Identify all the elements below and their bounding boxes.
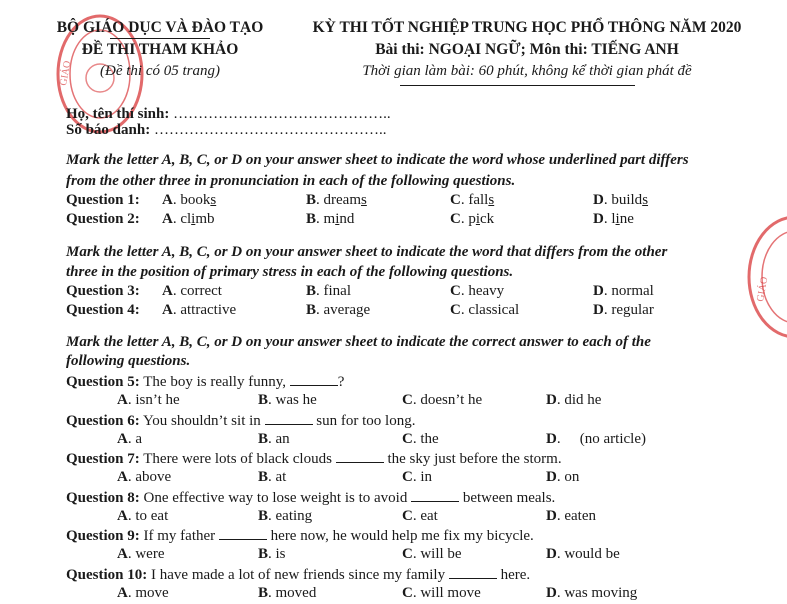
answer-option-c[interactable] bbox=[450, 283, 504, 300]
answer-option-a[interactable] bbox=[117, 431, 142, 448]
answer-blank bbox=[411, 489, 459, 502]
options-row bbox=[0, 546, 787, 565]
option-text: . eating bbox=[268, 507, 313, 524]
question-label: Question 4: bbox=[66, 302, 140, 318]
option-text: . final bbox=[316, 283, 352, 299]
option-text: . is bbox=[268, 546, 286, 563]
option-letter: A bbox=[117, 430, 128, 447]
option-text: . classical bbox=[460, 302, 520, 318]
svg-text:GIÁO: GIÁO bbox=[58, 59, 74, 87]
option-underlined-part: i bbox=[475, 211, 481, 227]
options-row bbox=[0, 508, 787, 527]
option-text: . build bbox=[603, 192, 643, 208]
answer-option-b[interactable] bbox=[258, 469, 286, 486]
option-text: . moved bbox=[268, 585, 317, 601]
option-letter: A bbox=[162, 283, 173, 299]
candidate-id-dots: ……………………………………….. bbox=[153, 122, 387, 138]
question-stem bbox=[0, 373, 787, 392]
answer-option-b[interactable] bbox=[258, 585, 316, 602]
answer-option-a[interactable] bbox=[117, 469, 171, 486]
answer-option-a[interactable] bbox=[162, 283, 222, 300]
option-letter: D bbox=[593, 211, 604, 227]
option-text: . will move bbox=[412, 585, 481, 601]
option-text: . at bbox=[268, 469, 287, 486]
options-row bbox=[0, 469, 787, 488]
question-text-before: One effective way to lose weight is to avoid bbox=[139, 489, 412, 506]
option-text: . cl bbox=[172, 211, 192, 227]
section2-instruction-cont: three in the position of primary stress in each of the following questions. bbox=[66, 264, 514, 280]
answer-option-c[interactable] bbox=[402, 431, 439, 448]
answer-option-a[interactable] bbox=[117, 585, 169, 602]
answer-blank bbox=[290, 373, 338, 386]
option-letter: B bbox=[258, 507, 269, 524]
answer-blank bbox=[449, 566, 497, 579]
question-text bbox=[66, 450, 562, 468]
option-text: . doesn’t he bbox=[412, 392, 483, 408]
option-text-rest: nd bbox=[339, 211, 355, 227]
option-letter: A bbox=[162, 302, 173, 318]
answer-option-d[interactable] bbox=[593, 192, 648, 209]
option-underlined-part: i bbox=[335, 211, 340, 227]
page-count: (Đề thi có 05 trang) bbox=[100, 63, 220, 79]
answer-option-d[interactable] bbox=[546, 585, 637, 602]
question-label: Question 5: bbox=[66, 374, 140, 390]
option-letter: C bbox=[402, 507, 413, 524]
option-text: . would be bbox=[556, 546, 620, 563]
answer-option-b[interactable] bbox=[258, 546, 286, 563]
question-text-after: between meals. bbox=[459, 489, 556, 506]
option-underlined-part: i bbox=[615, 211, 620, 227]
question-text-after: the sky just before the storm. bbox=[383, 451, 562, 468]
option-text: . isn’t he bbox=[127, 392, 180, 408]
question-text-before: There were lots of black clouds bbox=[139, 451, 336, 468]
answer-option-a[interactable] bbox=[117, 392, 180, 409]
option-underlined-part: s bbox=[642, 192, 649, 208]
question-stem bbox=[0, 450, 787, 469]
option-text: . will be bbox=[412, 546, 462, 563]
section1-instruction: Mark the letter A, B, C, or D on your answer sheet to indicate the word whose underlined part differs bbox=[66, 152, 689, 168]
answer-option-a[interactable] bbox=[117, 508, 168, 525]
exam-time: Thời gian làm bài: 60 phút, không kể thời gian phát đề bbox=[362, 63, 692, 79]
answer-option-c[interactable] bbox=[402, 469, 432, 486]
question-text-after: here. bbox=[496, 567, 531, 583]
option-letter: B bbox=[306, 302, 317, 318]
option-letter: A bbox=[117, 392, 128, 408]
option-text: . average bbox=[316, 302, 371, 318]
option-text: . normal bbox=[603, 283, 654, 299]
option-letter: D bbox=[593, 283, 604, 299]
option-letter: B bbox=[258, 392, 269, 408]
option-text: . the bbox=[412, 430, 439, 447]
answer-option-a[interactable] bbox=[162, 192, 216, 209]
answer-option-c[interactable] bbox=[402, 546, 462, 563]
time-underline bbox=[400, 85, 635, 86]
option-letter: C bbox=[402, 585, 413, 601]
answer-option-a[interactable] bbox=[117, 546, 165, 563]
option-letter: D bbox=[546, 585, 557, 601]
answer-blank bbox=[265, 412, 313, 425]
question-text-before: The boy is really funny, bbox=[139, 374, 290, 390]
answer-option-d[interactable] bbox=[593, 283, 654, 300]
option-letter: B bbox=[258, 546, 269, 563]
answer-option-c[interactable] bbox=[450, 192, 494, 209]
option-letter: C bbox=[402, 469, 413, 486]
question-text-before: If my father bbox=[139, 528, 219, 545]
option-text: . on bbox=[556, 469, 580, 486]
section3-instruction-cont: following questions. bbox=[66, 353, 191, 369]
option-letter: A bbox=[117, 585, 128, 601]
answer-option-b[interactable] bbox=[306, 211, 354, 228]
option-text: . eat bbox=[412, 507, 438, 524]
answer-blank bbox=[336, 450, 384, 463]
header-divider bbox=[110, 38, 210, 39]
option-text: . correct bbox=[172, 283, 222, 299]
answer-option-b[interactable] bbox=[306, 302, 370, 319]
answer-option-c[interactable] bbox=[402, 585, 481, 602]
candidate-id-field bbox=[66, 122, 386, 139]
option-text: . book bbox=[172, 192, 211, 208]
option-text: . was moving bbox=[556, 585, 638, 601]
question-stem bbox=[0, 489, 787, 508]
option-letter: A bbox=[117, 469, 128, 486]
answer-option-b[interactable] bbox=[258, 392, 317, 409]
option-letter: D bbox=[546, 430, 557, 447]
question-label: Question 8: bbox=[66, 489, 140, 506]
answer-option-d[interactable] bbox=[546, 508, 596, 525]
answer-option-c[interactable] bbox=[450, 211, 494, 228]
option-text: . ⃠ (no article) bbox=[556, 430, 646, 447]
option-letter: D bbox=[546, 392, 557, 408]
question-row bbox=[0, 211, 787, 230]
question-label: Question 10: bbox=[66, 567, 148, 583]
answer-option-d[interactable] bbox=[593, 302, 654, 319]
option-letter: B bbox=[258, 430, 269, 447]
option-text: . p bbox=[460, 211, 476, 227]
option-text: . attractive bbox=[172, 302, 237, 318]
question-text-after: here now, he would help me fix my bicycle. bbox=[266, 528, 534, 545]
answer-blank bbox=[219, 527, 267, 540]
options-row bbox=[0, 585, 787, 604]
question-text bbox=[66, 373, 344, 391]
option-text: . above bbox=[127, 469, 172, 486]
answer-option-c[interactable] bbox=[402, 392, 482, 409]
question-row bbox=[0, 192, 787, 211]
question-label: Question 6: bbox=[66, 412, 140, 429]
option-letter: C bbox=[402, 546, 413, 563]
question-text-after: ? bbox=[337, 374, 345, 390]
option-text: . in bbox=[412, 469, 433, 486]
option-letter: D bbox=[546, 507, 557, 524]
option-text: . dream bbox=[316, 192, 361, 208]
option-text: . eaten bbox=[556, 507, 596, 524]
section1-instruction-cont: from the other three in pronunciation in each of the following questions. bbox=[66, 173, 516, 189]
option-underlined-part: s bbox=[361, 192, 367, 208]
option-letter: B bbox=[306, 192, 317, 208]
question-stem bbox=[0, 412, 787, 431]
exam-type: ĐỀ THI THAM KHẢO bbox=[81, 41, 239, 58]
option-text-rest: ne bbox=[619, 211, 634, 227]
question-label: Question 2: bbox=[66, 211, 140, 227]
question-row bbox=[0, 283, 787, 302]
answer-option-d[interactable] bbox=[546, 392, 601, 409]
question-label: Question 1: bbox=[66, 192, 140, 208]
option-text: . m bbox=[316, 211, 336, 227]
question-text bbox=[66, 412, 415, 430]
answer-option-d[interactable] bbox=[593, 211, 634, 228]
question-row bbox=[0, 302, 787, 321]
exam-title: KỲ THI TỐT NGHIỆP TRUNG HỌC PHỔ THÔNG NĂM 2020 bbox=[312, 19, 742, 36]
question-text-before: You shouldn’t sit in bbox=[139, 412, 265, 429]
option-letter: C bbox=[402, 430, 413, 447]
question-text bbox=[66, 566, 530, 584]
answer-option-a[interactable] bbox=[162, 302, 236, 319]
option-letter: C bbox=[402, 392, 413, 408]
question-stem bbox=[0, 566, 787, 585]
question-text-after: sun for too long. bbox=[312, 412, 416, 429]
option-letter: A bbox=[162, 211, 173, 227]
answer-option-b[interactable] bbox=[306, 192, 367, 209]
option-letter: B bbox=[306, 211, 317, 227]
option-text: . regular bbox=[603, 302, 654, 318]
option-underlined-part: s bbox=[488, 192, 495, 208]
candidate-name-dots: …………………………………….. bbox=[173, 106, 391, 122]
question-stem bbox=[0, 527, 787, 546]
option-text-rest: mb bbox=[195, 211, 215, 227]
option-text: . did he bbox=[556, 392, 602, 408]
option-letter: C bbox=[450, 283, 461, 299]
options-row bbox=[0, 431, 787, 450]
answer-option-d[interactable] bbox=[546, 431, 646, 448]
answer-option-b[interactable] bbox=[258, 508, 312, 525]
question-text bbox=[66, 489, 555, 507]
option-letter: D bbox=[546, 469, 557, 486]
candidate-id-label: Số báo danh: bbox=[66, 122, 151, 138]
answer-option-a[interactable] bbox=[162, 211, 215, 228]
svg-text:GIÁO: GIÁO bbox=[755, 275, 771, 303]
section2-instruction: Mark the letter A, B, C, or D on your answer sheet to indicate the word that differs from the other bbox=[66, 244, 668, 260]
question-label: Question 3: bbox=[66, 283, 140, 299]
answer-option-d[interactable] bbox=[546, 469, 579, 486]
question-label: Question 7: bbox=[66, 451, 140, 468]
option-letter: C bbox=[450, 192, 461, 208]
option-letter: D bbox=[546, 546, 557, 563]
question-label: Question 9: bbox=[66, 528, 140, 545]
option-text: . an bbox=[268, 430, 290, 447]
answer-option-c[interactable] bbox=[402, 508, 438, 525]
candidate-name-label: Họ, tên thí sinh: bbox=[66, 106, 170, 122]
option-letter: C bbox=[450, 211, 461, 227]
option-letter: C bbox=[450, 302, 461, 318]
ministry-name: BỘ GIÁO DỤC VÀ ĐÀO TẠO bbox=[56, 19, 264, 36]
answer-option-c[interactable] bbox=[450, 302, 519, 319]
exam-subject: Bài thi: NGOẠI NGỮ; Môn thi: TIẾNG ANH bbox=[375, 41, 679, 58]
option-text: . to eat bbox=[127, 507, 169, 524]
option-text-rest: ck bbox=[480, 211, 495, 227]
candidate-name-field bbox=[66, 106, 391, 123]
answer-option-b[interactable] bbox=[258, 431, 290, 448]
option-text: . heavy bbox=[460, 283, 505, 299]
option-letter: B bbox=[258, 585, 269, 601]
option-letter: B bbox=[306, 283, 317, 299]
option-text: . were bbox=[127, 546, 165, 563]
question-text-before: I have made a lot of new friends since my family bbox=[147, 567, 449, 583]
option-underlined-part: i bbox=[191, 211, 196, 227]
option-letter: D bbox=[593, 192, 604, 208]
options-row bbox=[0, 392, 787, 411]
option-text: . fall bbox=[460, 192, 489, 208]
answer-option-b[interactable] bbox=[306, 283, 351, 300]
answer-option-d[interactable] bbox=[546, 546, 620, 563]
option-text: . a bbox=[127, 430, 143, 447]
option-letter: D bbox=[593, 302, 604, 318]
section3-instruction: Mark the letter A, B, C, or D on your answer sheet to indicate the correct answer to each of the bbox=[66, 334, 651, 350]
question-text bbox=[66, 527, 534, 545]
official-seal-stamp-partial bbox=[735, 212, 787, 342]
option-letter: A bbox=[117, 507, 128, 524]
option-text: . l bbox=[603, 211, 616, 227]
option-text: . was he bbox=[268, 392, 317, 408]
option-underlined-part: s bbox=[210, 192, 217, 208]
option-text: . move bbox=[127, 585, 169, 601]
option-letter: A bbox=[162, 192, 173, 208]
option-letter: B bbox=[258, 469, 269, 486]
option-letter: A bbox=[117, 546, 128, 563]
